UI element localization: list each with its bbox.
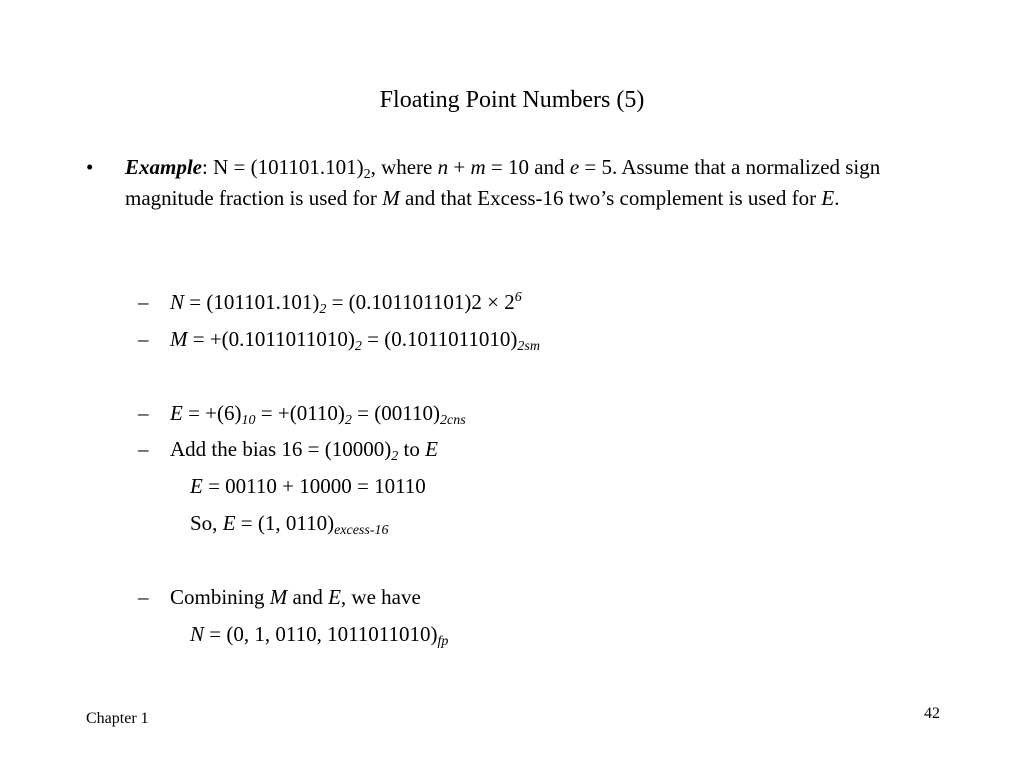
text-part: , where	[370, 155, 438, 179]
var-e: e	[569, 155, 580, 179]
text-part: = (0.101101101)2 × 2	[326, 290, 515, 314]
text-part: Add the bias 16 = (10000)	[170, 437, 392, 461]
line-add-bias	[170, 434, 438, 464]
text-part: = (1, 0110)	[235, 511, 335, 535]
text-part: = (00110)	[351, 401, 440, 425]
subscript: 2sm	[517, 339, 540, 354]
subscript: fp	[437, 634, 449, 649]
var-E: E,	[328, 585, 347, 609]
dash-marker: –	[138, 401, 149, 425]
var-E: E	[425, 437, 438, 461]
var-N: N	[170, 290, 185, 314]
text-part: = 10 and	[485, 155, 570, 179]
text-part: = +(0110)	[255, 401, 345, 425]
text-part: = (0.1011011010)	[361, 327, 518, 351]
bullet-text	[125, 152, 915, 214]
var-m: m	[470, 155, 486, 179]
dash-marker: –	[138, 327, 149, 351]
plus-sign: +	[448, 155, 471, 179]
var-E: E	[190, 474, 203, 498]
subscript: excess-16	[334, 523, 389, 538]
subscript: 2	[354, 339, 362, 354]
subscript: 10	[241, 413, 256, 428]
text-part: Combining	[170, 585, 270, 609]
subscript: 2	[391, 449, 399, 464]
example-label: Example	[125, 155, 202, 179]
line-e-excess	[190, 508, 389, 538]
footer-chapter: Chapter 1	[86, 710, 149, 727]
text-part: = +(6)	[182, 401, 242, 425]
subscript: 2	[319, 302, 327, 317]
subscript: 2	[363, 167, 371, 182]
text-part: to	[398, 437, 426, 461]
line-e-sum	[190, 471, 426, 501]
var-E: E	[222, 511, 236, 535]
text-part: we have	[346, 585, 421, 609]
dash-marker: –	[138, 437, 149, 461]
text-part: and that Excess-16 two’s complement is used for	[399, 186, 822, 210]
text-part: = 5. Assume that a normalized sign magnitude fraction is used for	[125, 155, 881, 210]
page-number: 42	[924, 705, 940, 722]
colon: :	[202, 155, 208, 179]
slide-title: Floating Point Numbers (5)	[379, 87, 645, 113]
superscript: 6	[514, 290, 522, 305]
text-part: .	[834, 186, 840, 210]
line-e-value	[170, 398, 466, 428]
line-m-value	[170, 324, 540, 354]
text-part: = +(0.1011011010)	[187, 327, 355, 351]
line-combining	[170, 582, 421, 612]
var-M: M	[269, 585, 288, 609]
subscript: 2cns	[439, 413, 466, 428]
var-N: N	[190, 622, 205, 646]
text-part: = (0, 1, 0110, 1011011010)	[204, 622, 438, 646]
bullet-marker: •	[86, 155, 94, 179]
dash-marker: –	[138, 290, 149, 314]
dash-marker: –	[138, 585, 149, 609]
text-part: = 00110 + 10000 = 10110	[202, 474, 426, 498]
var-E: E	[170, 401, 183, 425]
var-E: E	[821, 186, 835, 210]
text-part: So,	[190, 511, 223, 535]
text-part: N = (101101.101)	[207, 155, 364, 179]
text-part: and	[287, 585, 329, 609]
text-part: = (101101.101)	[184, 290, 320, 314]
subscript: 2	[344, 413, 352, 428]
line-n-final	[190, 619, 448, 649]
var-M: M	[170, 327, 188, 351]
var-M: M	[382, 186, 400, 210]
line-n-conversion	[170, 287, 522, 317]
var-n: n	[437, 155, 449, 179]
